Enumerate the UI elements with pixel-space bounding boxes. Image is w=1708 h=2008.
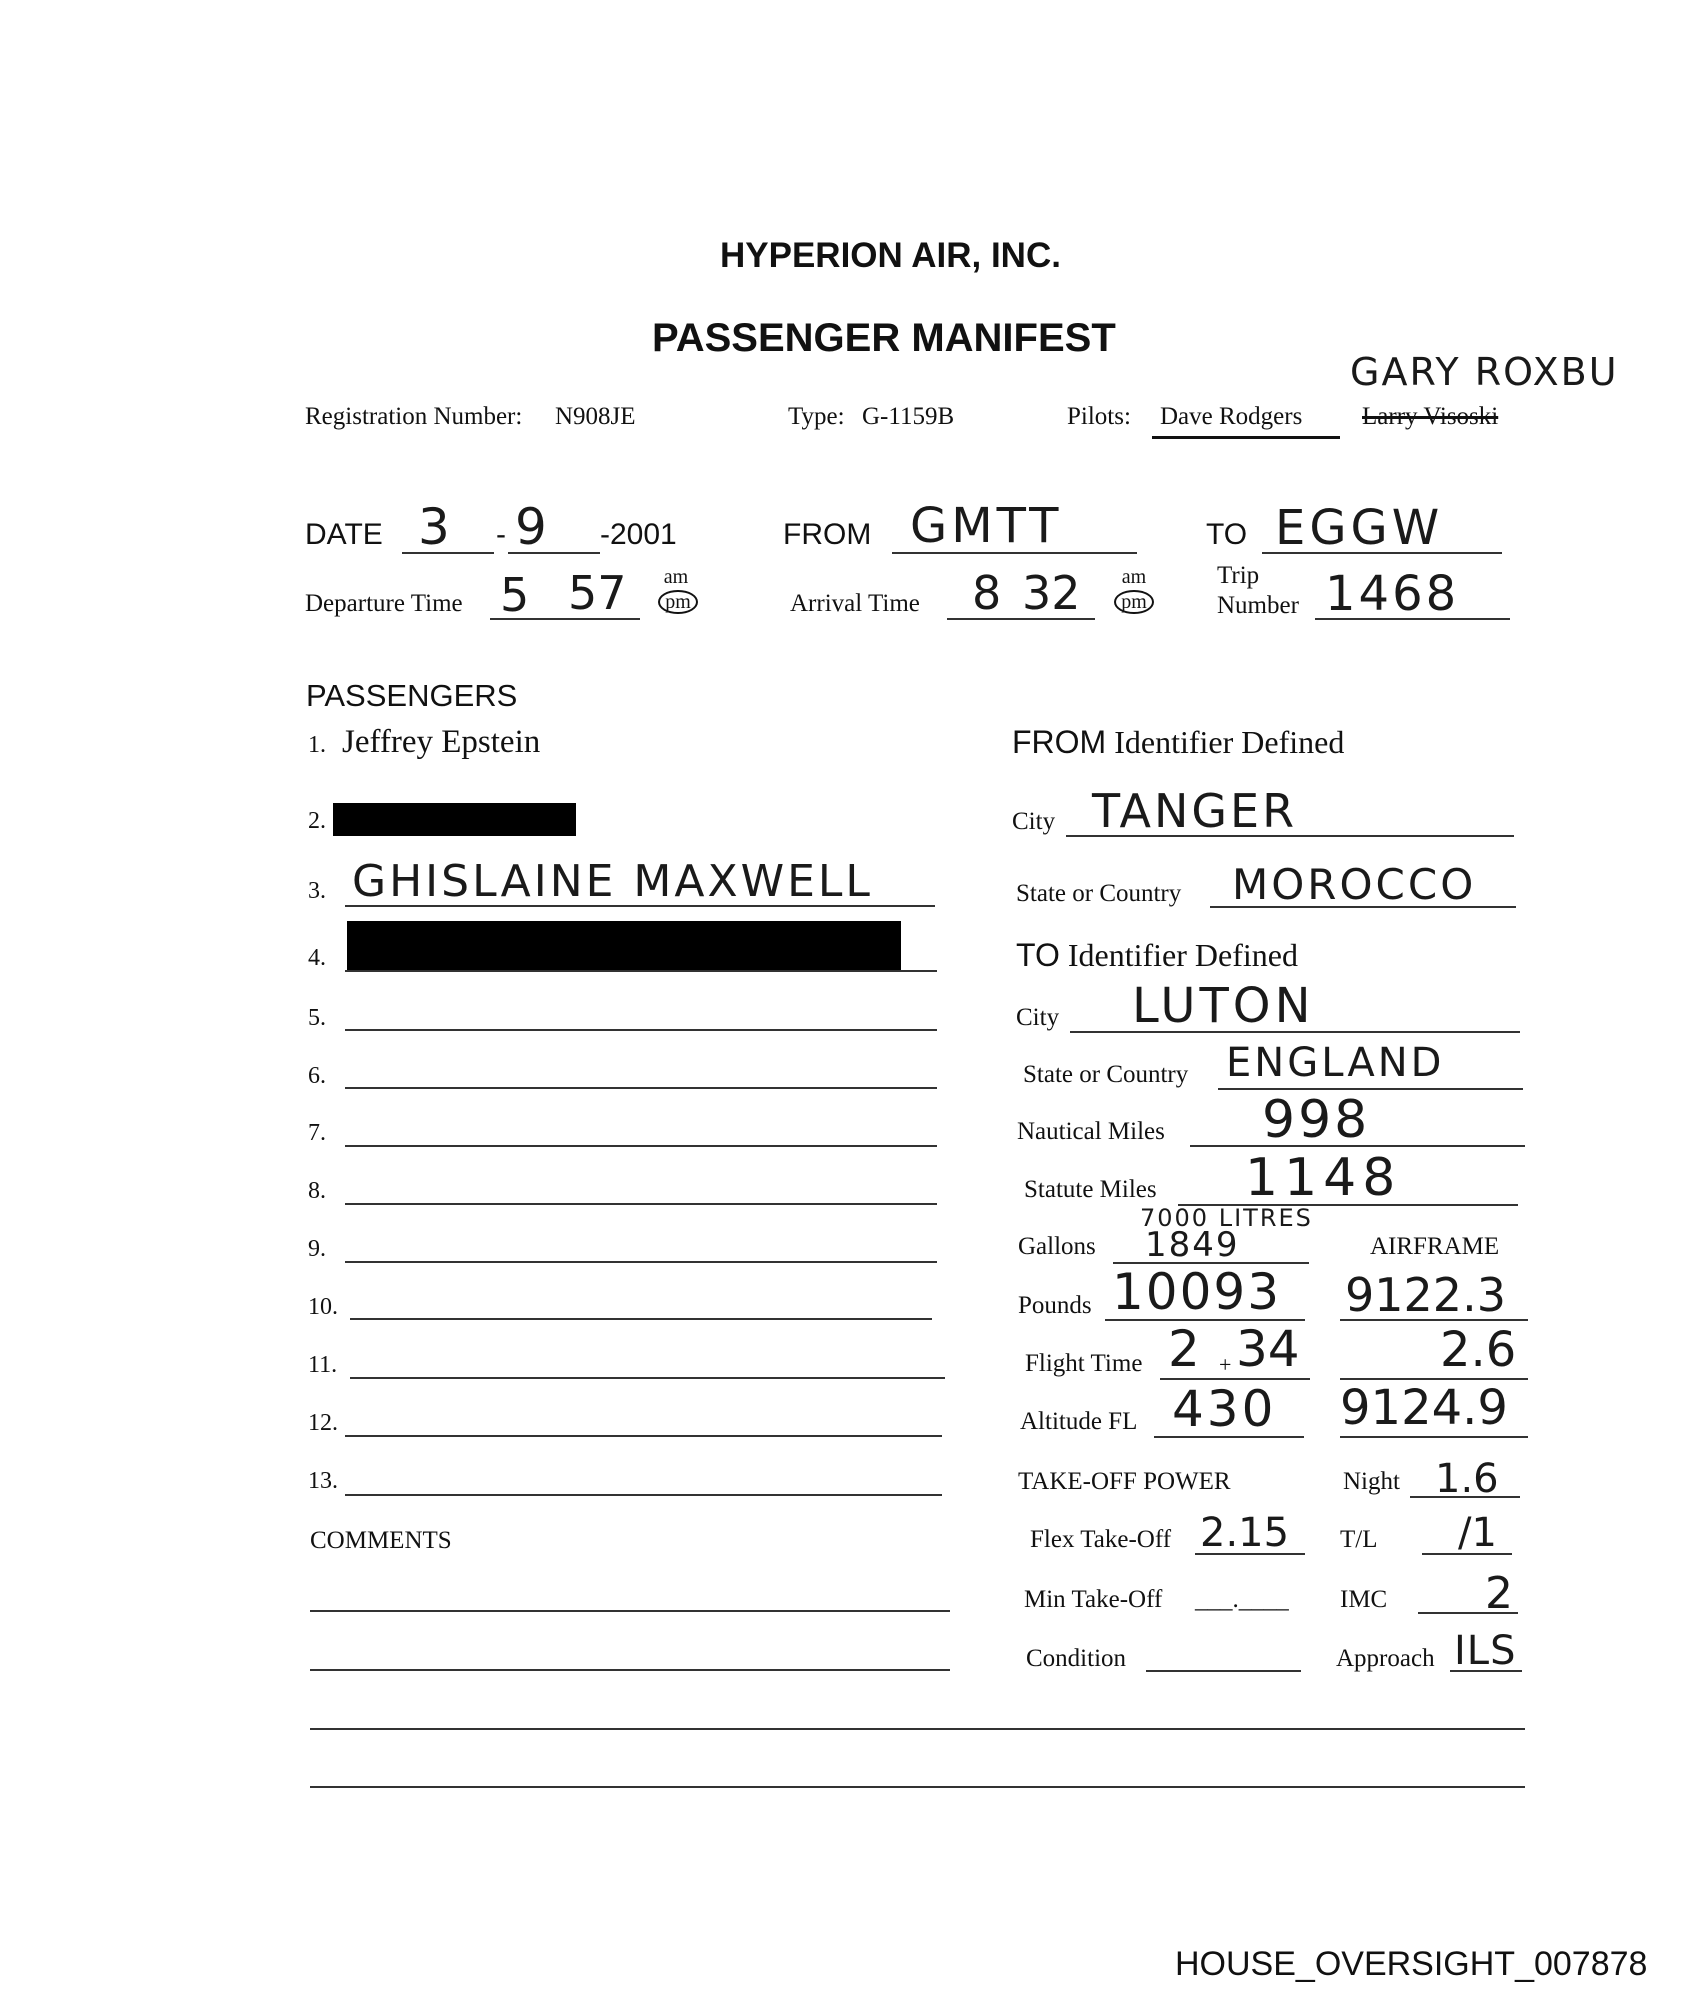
- from-airport: GMTT: [910, 498, 1063, 554]
- passenger-line-9: [345, 1261, 937, 1263]
- date-year: -2001: [600, 518, 677, 551]
- imc-line: [1418, 1612, 1518, 1614]
- date-month-line: [402, 552, 494, 554]
- airframe-line-1: [1340, 1319, 1528, 1321]
- comments-line-2: [310, 1669, 950, 1671]
- airframe-hours-1: 9122.3: [1345, 1268, 1506, 1322]
- flight-time-label: Flight Time: [1025, 1350, 1143, 1377]
- to-label: TO: [1206, 518, 1248, 551]
- passenger-line-11: [350, 1377, 945, 1379]
- pilot-1: Dave Rodgers: [1160, 403, 1303, 430]
- arrival-am: am: [1121, 566, 1147, 588]
- departure-am: am: [663, 566, 689, 588]
- airframe-line-3: [1340, 1436, 1528, 1438]
- passenger-line-7: [345, 1145, 937, 1147]
- condition-label: Condition: [1026, 1645, 1127, 1672]
- pounds: 10093: [1112, 1263, 1282, 1321]
- arrival-line: [947, 618, 1095, 620]
- trip-label-2: Number: [1217, 592, 1299, 619]
- pilots-label: Pilots:: [1067, 403, 1131, 430]
- airframe-hours-2: 2.6: [1440, 1322, 1517, 1378]
- imc: 2: [1485, 1568, 1513, 1619]
- to-city-line: [1070, 1031, 1520, 1033]
- passenger-num-11: 11.: [308, 1352, 338, 1378]
- pilot-1-underline: [1152, 436, 1340, 439]
- min-takeoff-label: Min Take-Off: [1024, 1586, 1163, 1613]
- departure-hour: 5: [500, 568, 530, 622]
- passenger-num-8: 8.: [308, 1178, 326, 1204]
- airframe-label: AIRFRAME: [1370, 1233, 1500, 1260]
- tl: /1: [1458, 1510, 1497, 1556]
- comments-line-4: [310, 1786, 1525, 1788]
- registration-label: Registration Number:: [305, 403, 523, 430]
- imc-label: IMC: [1340, 1586, 1388, 1613]
- pilot-2-struck: Larry Visoski: [1362, 403, 1499, 430]
- gallons-label: Gallons: [1018, 1233, 1096, 1260]
- passenger-name-3: GHISLAINE MAXWELL: [352, 856, 873, 907]
- from-state-label: State or Country: [1016, 880, 1182, 907]
- passenger-num-12: 12.: [308, 1410, 338, 1436]
- comments-label: COMMENTS: [310, 1527, 452, 1554]
- altitude-label: Altitude FL: [1020, 1408, 1138, 1435]
- redaction-passenger-4: [347, 921, 901, 972]
- departure-label: Departure Time: [305, 590, 463, 617]
- comments-line-1: [310, 1610, 950, 1612]
- tl-line: [1422, 1553, 1512, 1555]
- nautical-miles: 998: [1262, 1090, 1371, 1150]
- company-name: HYPERION AIR, INC.: [720, 236, 1061, 275]
- trip-number: 1468: [1325, 566, 1460, 622]
- passenger-line-3: [345, 905, 935, 907]
- flex-takeoff-label: Flex Take-Off: [1030, 1526, 1172, 1553]
- condition-line: [1146, 1670, 1301, 1672]
- passenger-name-1: Jeffrey Epstein: [342, 724, 541, 760]
- altitude-line: [1154, 1436, 1304, 1438]
- flex-takeoff: 2.15: [1200, 1510, 1290, 1556]
- litres-note: 7000 LITRES: [1140, 1204, 1313, 1232]
- night: 1.6: [1435, 1456, 1499, 1502]
- passenger-num-2: 2.: [308, 808, 326, 834]
- flight-time-hours: 2: [1168, 1320, 1200, 1378]
- approach-line: [1450, 1670, 1522, 1672]
- trip-label-1: Trip: [1217, 562, 1260, 589]
- tl-label: T/L: [1340, 1526, 1378, 1553]
- bates-number: HOUSE_OVERSIGHT_007878: [1175, 1945, 1648, 1983]
- night-label: Night: [1343, 1468, 1400, 1495]
- nautical-miles-label: Nautical Miles: [1017, 1118, 1165, 1145]
- passenger-num-4: 4.: [308, 945, 326, 971]
- passenger-num-1: 1.: [308, 732, 326, 758]
- arrival-label: Arrival Time: [790, 590, 920, 617]
- from-label: FROM: [783, 518, 872, 551]
- pounds-label: Pounds: [1018, 1292, 1092, 1319]
- to-city: LUTON: [1132, 978, 1315, 1034]
- from-identifier-heading-rest: Identifier Defined: [1106, 724, 1345, 760]
- passenger-line-6: [345, 1087, 937, 1089]
- passenger-line-4: [345, 970, 937, 972]
- departure-pm-circled: pm: [650, 590, 706, 614]
- passenger-line-5: [345, 1029, 937, 1031]
- flight-time-minutes: 34: [1236, 1320, 1300, 1378]
- redaction-passenger-2: [333, 803, 576, 836]
- passenger-num-6: 6.: [308, 1063, 326, 1089]
- to-city-label: City: [1016, 1004, 1060, 1031]
- passenger-num-10: 10.: [308, 1294, 338, 1320]
- flight-time-separator: +: [1219, 1352, 1232, 1377]
- to-identifier-heading-rest: Identifier Defined: [1059, 937, 1298, 973]
- statute-miles: 1148: [1245, 1148, 1402, 1208]
- date-month: 3: [418, 498, 450, 556]
- aircraft-type: G-1159B: [862, 403, 955, 430]
- from-city: TANGER: [1092, 784, 1298, 838]
- from-state-line: [1210, 906, 1516, 908]
- approach-label: Approach: [1336, 1645, 1435, 1672]
- date-day: 9: [515, 498, 547, 556]
- to-airport-line: [1262, 552, 1502, 554]
- to-state: ENGLAND: [1226, 1040, 1445, 1086]
- arrival-pm-circled: pm: [1106, 590, 1162, 614]
- from-state: MOROCCO: [1232, 860, 1477, 909]
- flex-takeoff-line: [1195, 1553, 1305, 1555]
- departure-minute: 57: [568, 566, 627, 620]
- arrival-hour: 8: [972, 566, 1002, 620]
- passenger-num-5: 5.: [308, 1005, 326, 1031]
- passenger-num-13: 13.: [308, 1468, 338, 1494]
- to-state-label: State or Country: [1023, 1061, 1189, 1088]
- from-identifier-heading-bold: FROM: [1012, 724, 1107, 760]
- handwritten-pilot-name: GARY ROXBU: [1350, 350, 1619, 394]
- passenger-line-13: [345, 1494, 942, 1496]
- form-title: PASSENGER MANIFEST: [652, 316, 1116, 360]
- passenger-line-10: [350, 1318, 932, 1320]
- type-label: Type:: [788, 403, 845, 430]
- airframe-hours-3: 9124.9: [1340, 1380, 1508, 1436]
- passenger-num-7: 7.: [308, 1120, 326, 1146]
- date-day-line: [508, 552, 600, 554]
- gallons: 1849: [1145, 1225, 1240, 1265]
- from-airport-line: [892, 552, 1137, 554]
- altitude: 430: [1172, 1380, 1277, 1438]
- passengers-heading: PASSENGERS: [306, 678, 518, 713]
- takeoff-power-label: TAKE-OFF POWER: [1018, 1468, 1231, 1495]
- to-identifier-heading: [1016, 937, 1298, 974]
- approach: ILS: [1454, 1628, 1517, 1674]
- passenger-line-12: [345, 1435, 942, 1437]
- min-takeoff-blank: ___.____: [1195, 1586, 1289, 1613]
- passenger-line-8: [345, 1203, 937, 1205]
- night-line: [1410, 1496, 1520, 1498]
- departure-line: [490, 618, 640, 620]
- to-identifier-heading-bold: TO: [1016, 937, 1060, 973]
- to-airport: EGGW: [1275, 500, 1444, 556]
- comments-line-3: [310, 1728, 1525, 1730]
- date-separator: -: [496, 518, 506, 551]
- date-label: DATE: [305, 518, 383, 551]
- arrival-minute: 32: [1022, 566, 1081, 620]
- from-city-label: City: [1012, 808, 1056, 835]
- from-identifier-heading: [1012, 724, 1344, 761]
- from-city-line: [1066, 835, 1514, 837]
- passenger-num-9: 9.: [308, 1236, 326, 1262]
- statute-miles-label: Statute Miles: [1024, 1176, 1157, 1203]
- passenger-num-3: 3.: [308, 878, 326, 904]
- nautical-miles-line: [1190, 1145, 1525, 1147]
- trip-number-line: [1315, 618, 1510, 620]
- registration-number: N908JE: [555, 403, 636, 430]
